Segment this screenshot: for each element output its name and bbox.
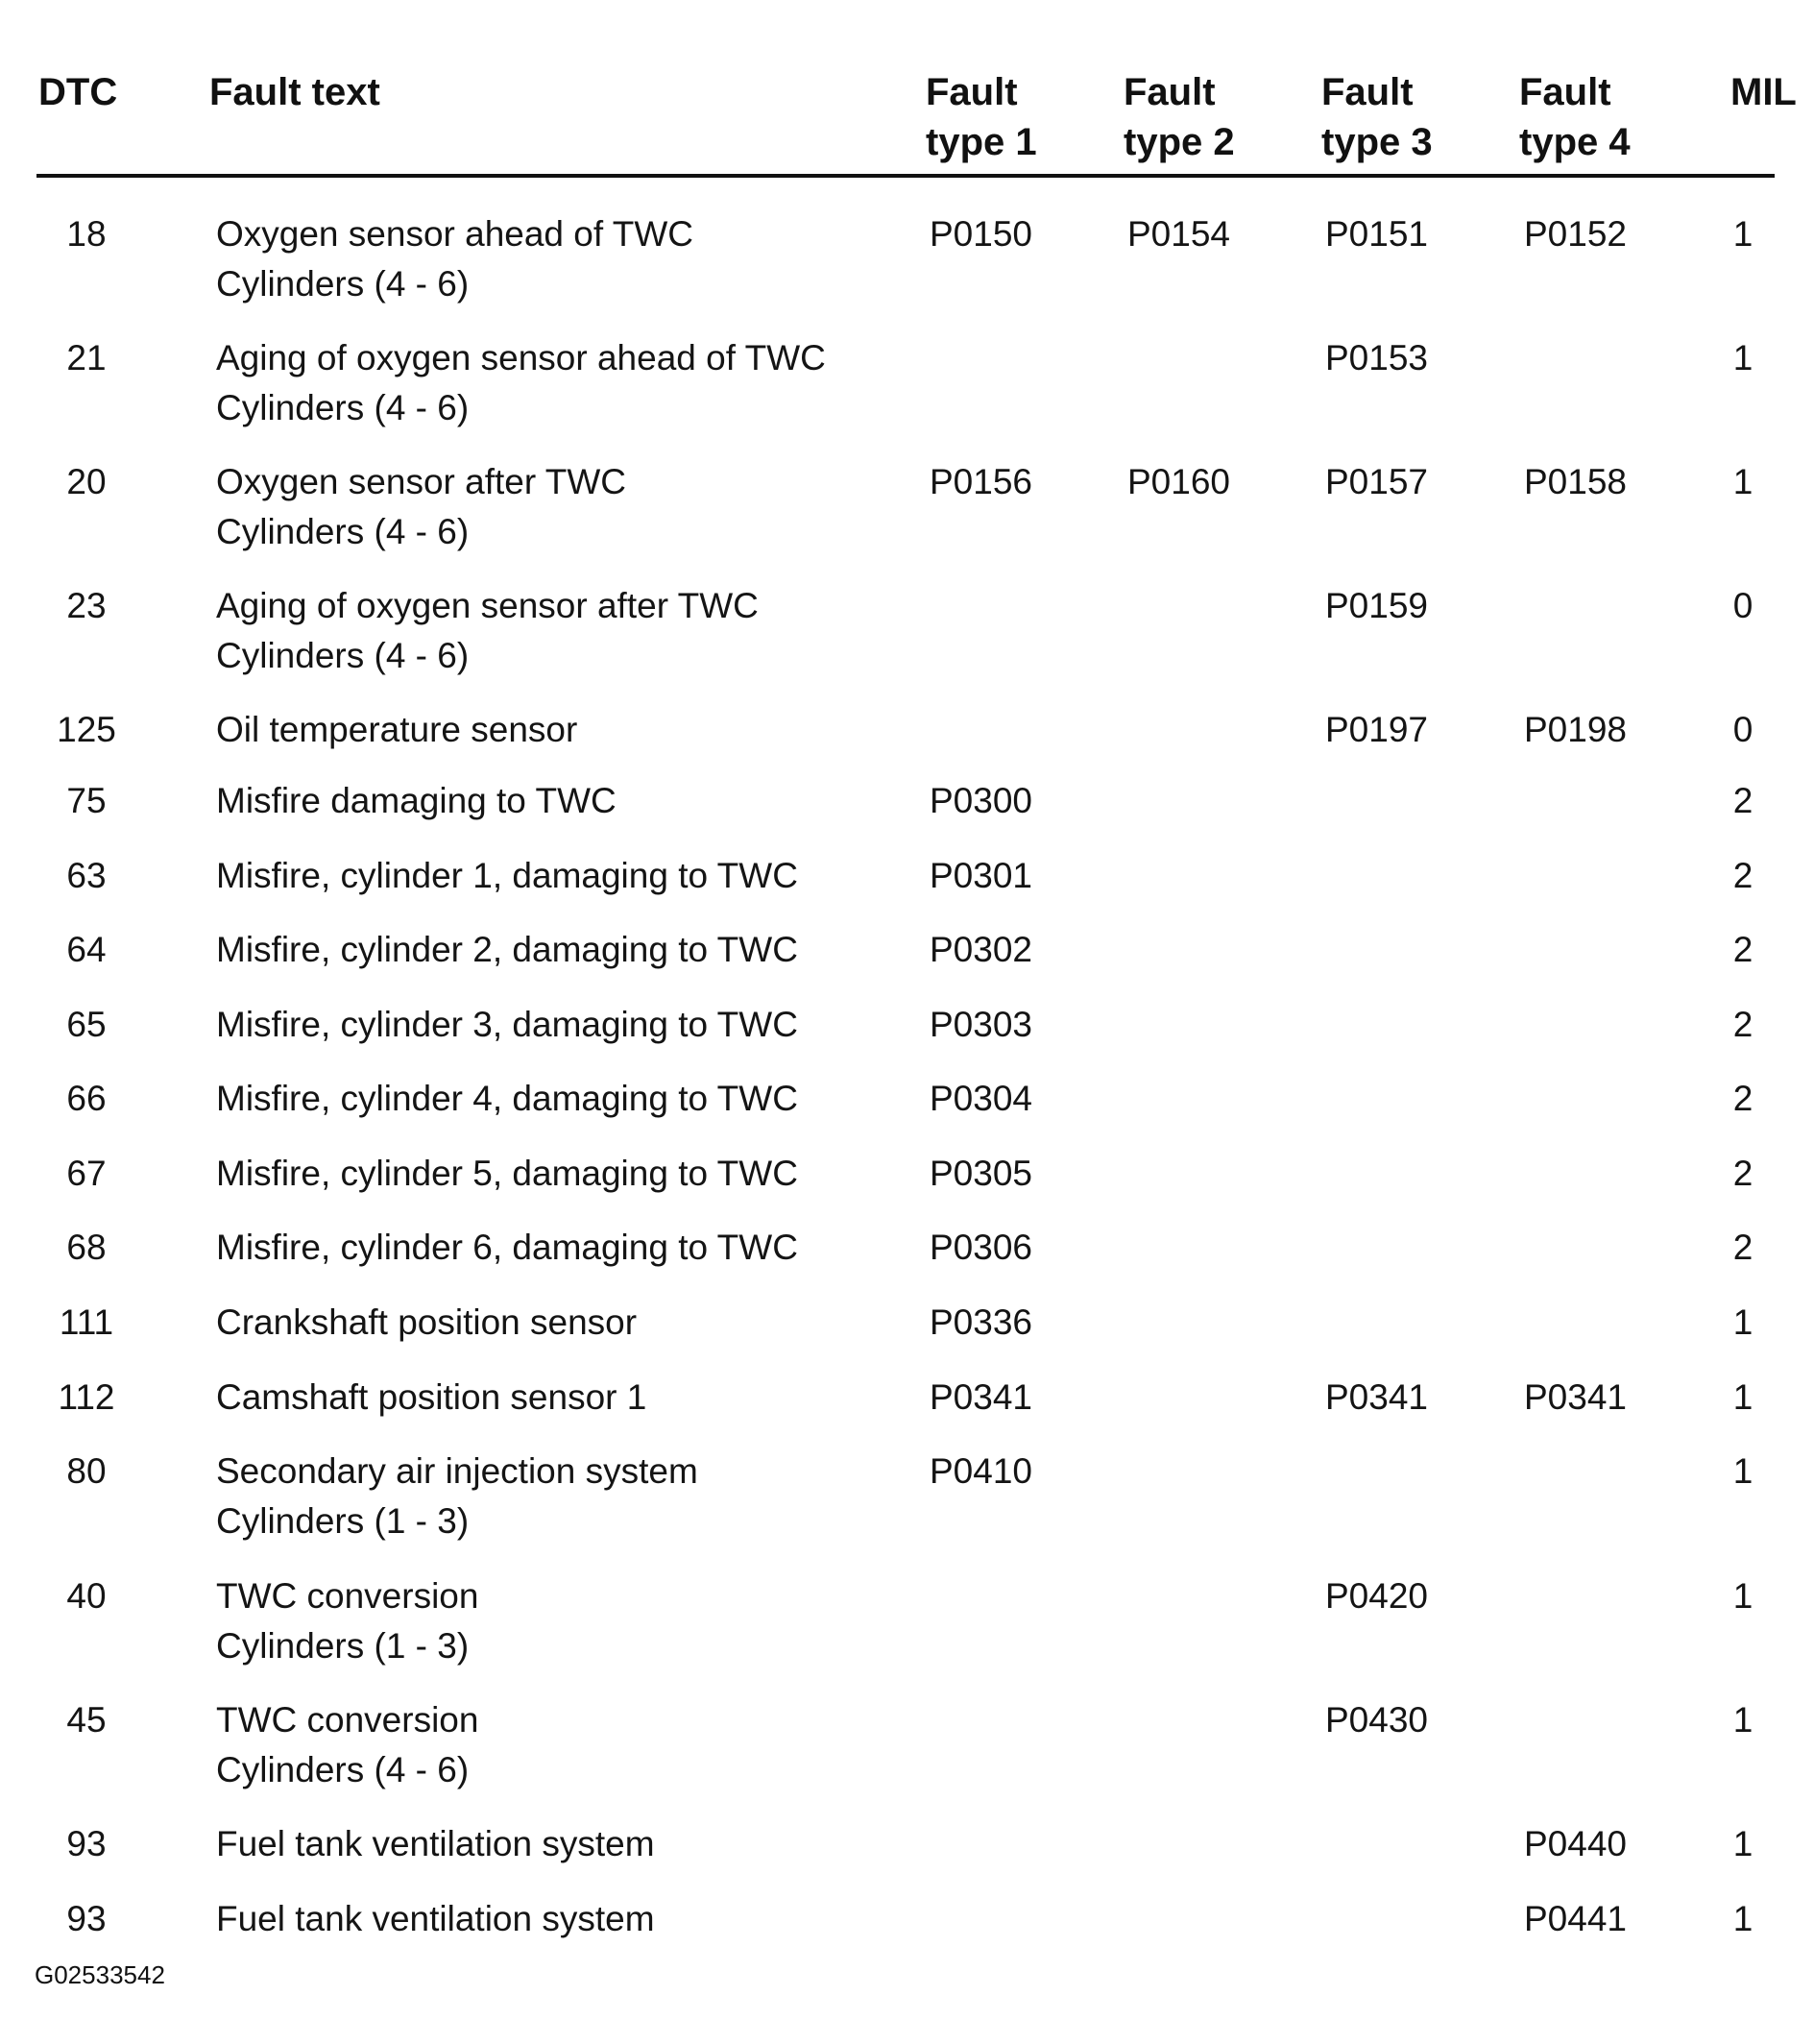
- dtc-code: 67: [66, 1154, 107, 1193]
- dtc-code: 112: [58, 1377, 115, 1417]
- mil-value: 0: [1732, 586, 1754, 625]
- header-fault-type-3-line2: type 3: [1321, 121, 1433, 163]
- dtc-code: 125: [57, 710, 116, 749]
- mil-value: 1: [1732, 1700, 1754, 1740]
- fault-text-line: Cylinders (4 - 6): [216, 264, 470, 304]
- fault-text: [216, 851, 888, 901]
- fault-type-4-code: P0158: [1524, 462, 1627, 501]
- fault-type-3-code: P0153: [1325, 338, 1428, 377]
- dtc-code: 68: [66, 1228, 107, 1267]
- dtc-code: 111: [59, 1302, 114, 1342]
- fault-type-4-code: P0341: [1524, 1377, 1627, 1417]
- fault-type-1-code: P0300: [930, 781, 1032, 820]
- dtc-code: 66: [66, 1079, 107, 1118]
- fault-text: [216, 209, 888, 309]
- fault-text: [216, 1074, 888, 1124]
- fault-text-line: Cylinders (1 - 3): [216, 1626, 470, 1666]
- dtc-code: 20: [66, 462, 107, 501]
- header-fault-type-2-line2: type 2: [1124, 121, 1235, 163]
- mil-value: 1: [1732, 1824, 1754, 1863]
- fault-text-line: Misfire, cylinder 1, damaging to TWC: [216, 856, 798, 895]
- fault-text-line: Misfire damaging to TWC: [216, 781, 617, 820]
- fault-text: [216, 776, 888, 826]
- header-fault-type-3-line1: Fault: [1321, 71, 1414, 113]
- fault-text-line: Oxygen sensor after TWC: [216, 462, 627, 501]
- fault-type-1-code: P0302: [930, 930, 1032, 969]
- fault-text: [216, 1223, 888, 1273]
- figure-id: G02533542: [35, 1960, 165, 1989]
- mil-value: 2: [1732, 856, 1754, 895]
- dtc-code: 65: [66, 1005, 107, 1044]
- fault-type-1-code: P0341: [930, 1377, 1032, 1417]
- dtc-code: 45: [66, 1700, 107, 1740]
- fault-text-line: Misfire, cylinder 6, damaging to TWC: [216, 1228, 798, 1267]
- fault-text: [216, 1000, 888, 1050]
- fault-text: [216, 457, 888, 557]
- fault-text-line: Cylinders (4 - 6): [216, 1750, 470, 1789]
- fault-text-line: Aging of oxygen sensor after TWC: [216, 586, 759, 625]
- fault-type-1-code: P0410: [930, 1451, 1032, 1491]
- dtc-code: 40: [66, 1576, 107, 1616]
- fault-type-3-code: P0159: [1325, 586, 1428, 625]
- fault-type-3-code: P0341: [1325, 1377, 1428, 1417]
- fault-type-1-code: P0303: [930, 1005, 1032, 1044]
- fault-type-3-code: P0197: [1325, 710, 1428, 749]
- fault-type-1-code: P0301: [930, 856, 1032, 895]
- mil-value: 1: [1732, 1377, 1754, 1417]
- header-fault-type-1: [926, 67, 1037, 167]
- fault-text: [216, 1149, 888, 1199]
- fault-text-line: Misfire, cylinder 5, damaging to TWC: [216, 1154, 798, 1193]
- header-fault-type-1-line1: Fault: [926, 71, 1018, 113]
- fault-type-1-code: P0336: [930, 1302, 1032, 1342]
- dtc-code: 75: [66, 781, 107, 820]
- mil-value: 1: [1732, 462, 1754, 501]
- fault-text-line: Cylinders (4 - 6): [216, 388, 470, 427]
- fault-text-line: Misfire, cylinder 2, damaging to TWC: [216, 930, 798, 969]
- fault-text: [216, 333, 888, 433]
- dtc-code: 18: [66, 214, 107, 254]
- fault-type-3-code: P0157: [1325, 462, 1428, 501]
- fault-type-1-code: P0304: [930, 1079, 1032, 1118]
- fault-text-line: Cylinders (4 - 6): [216, 512, 470, 551]
- mil-value: 1: [1732, 214, 1754, 254]
- mil-value: 2: [1732, 1005, 1754, 1044]
- fault-type-2-code: P0154: [1127, 214, 1230, 254]
- dtc-code: 23: [66, 586, 107, 625]
- fault-type-3-code: P0420: [1325, 1576, 1428, 1616]
- header-fault-text: Fault text: [209, 71, 380, 113]
- dtc-code: 64: [66, 930, 107, 969]
- fault-text: [216, 1695, 888, 1795]
- fault-type-4-code: P0440: [1524, 1824, 1627, 1863]
- dtc-code: 80: [66, 1451, 107, 1491]
- fault-text-line: Oxygen sensor ahead of TWC: [216, 214, 694, 254]
- header-fault-type-2-line1: Fault: [1124, 71, 1216, 113]
- fault-text: [216, 925, 888, 975]
- mil-value: 1: [1732, 1302, 1754, 1342]
- fault-type-4-code: P0441: [1524, 1899, 1627, 1938]
- mil-value: 1: [1732, 1576, 1754, 1616]
- header-dtc: DTC: [38, 71, 118, 113]
- dtc-code: 93: [66, 1824, 107, 1863]
- fault-text: [216, 581, 888, 681]
- fault-type-3-code: P0430: [1325, 1700, 1428, 1740]
- dtc-code: 21: [66, 338, 107, 377]
- fault-type-2-code: P0160: [1127, 462, 1230, 501]
- header-mil: MIL: [1730, 71, 1797, 113]
- fault-text-line: TWC conversion: [216, 1700, 479, 1740]
- fault-text: [216, 1819, 888, 1869]
- fault-text: [216, 705, 888, 755]
- mil-value: 2: [1732, 781, 1754, 820]
- fault-type-4-code: P0152: [1524, 214, 1627, 254]
- header-fault-type-2: [1124, 67, 1235, 167]
- fault-type-1-code: P0150: [930, 214, 1032, 254]
- fault-type-3-code: P0151: [1325, 214, 1428, 254]
- fault-text: [216, 1447, 888, 1546]
- mil-value: 2: [1732, 930, 1754, 969]
- fault-text-line: Camshaft position sensor 1: [216, 1377, 647, 1417]
- header-fault-type-4-line1: Fault: [1519, 71, 1611, 113]
- fault-text-line: Secondary air injection system: [216, 1451, 698, 1491]
- fault-text: [216, 1571, 888, 1671]
- header-fault-type-4: [1519, 67, 1631, 167]
- mil-value: 2: [1732, 1228, 1754, 1267]
- fault-text: [216, 1298, 888, 1348]
- fault-type-4-code: P0198: [1524, 710, 1627, 749]
- fault-text: [216, 1894, 888, 1944]
- mil-value: 1: [1732, 338, 1754, 377]
- header-fault-type-1-line2: type 1: [926, 121, 1037, 163]
- fault-type-1-code: P0156: [930, 462, 1032, 501]
- fault-text-line: TWC conversion: [216, 1576, 479, 1616]
- fault-text-line: Aging of oxygen sensor ahead of TWC: [216, 338, 826, 377]
- mil-value: 1: [1732, 1451, 1754, 1491]
- fault-text-line: Fuel tank ventilation system: [216, 1899, 655, 1938]
- header-fault-type-3: [1321, 67, 1433, 167]
- mil-value: 1: [1732, 1899, 1754, 1938]
- mil-value: 0: [1732, 710, 1754, 749]
- fault-type-1-code: P0305: [930, 1154, 1032, 1193]
- fault-type-1-code: P0306: [930, 1228, 1032, 1267]
- mil-value: 2: [1732, 1079, 1754, 1118]
- fault-text-line: Cylinders (4 - 6): [216, 636, 470, 675]
- fault-text-line: Oil temperature sensor: [216, 710, 578, 749]
- fault-text-line: Misfire, cylinder 4, damaging to TWC: [216, 1079, 798, 1118]
- fault-text-line: Cylinders (1 - 3): [216, 1501, 470, 1541]
- header-fault-type-4-line2: type 4: [1519, 121, 1631, 163]
- header-divider: [36, 174, 1775, 178]
- dtc-code: 93: [66, 1899, 107, 1938]
- fault-text-line: Crankshaft position sensor: [216, 1302, 638, 1342]
- fault-text: [216, 1373, 888, 1423]
- mil-value: 2: [1732, 1154, 1754, 1193]
- fault-text-line: Fuel tank ventilation system: [216, 1824, 655, 1863]
- dtc-code: 63: [66, 856, 107, 895]
- fault-text-line: Misfire, cylinder 3, damaging to TWC: [216, 1005, 798, 1044]
